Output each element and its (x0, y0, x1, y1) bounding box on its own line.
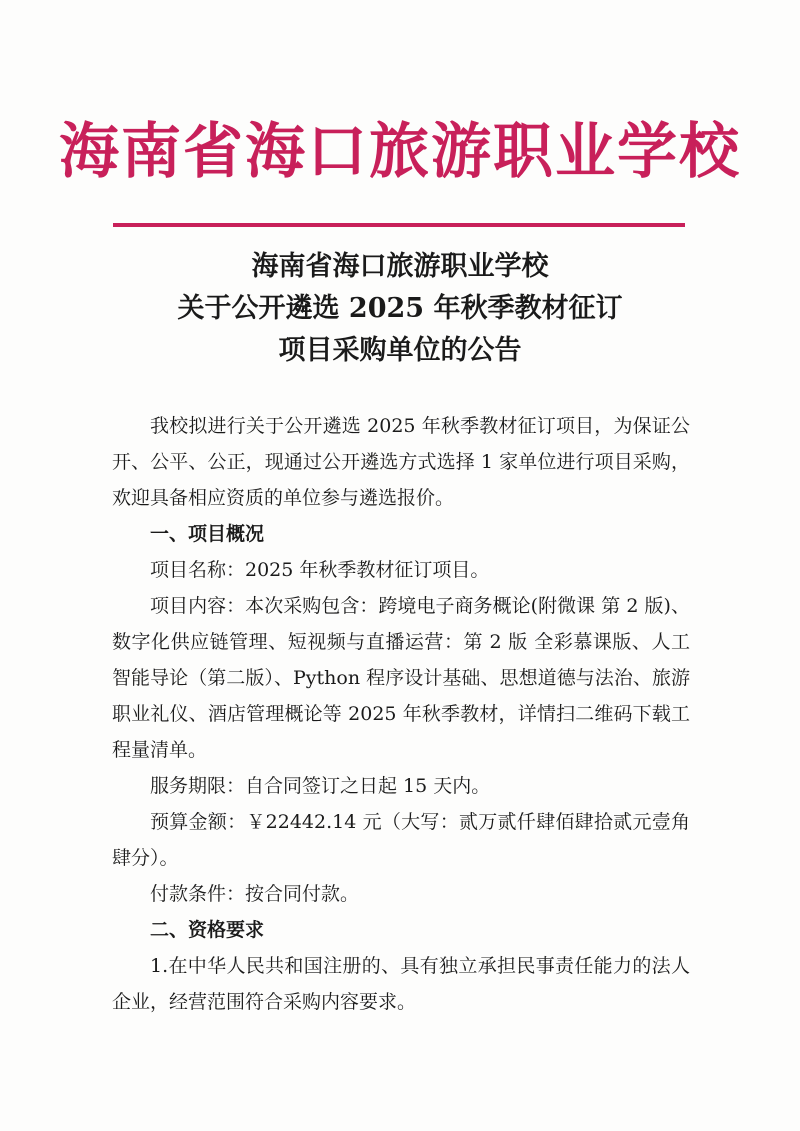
service-period-paragraph: 服务期限：自合同签订之日起 15 天内。 (150, 775, 491, 797)
project-content-paragraph: 项目内容：本次采购包含：跨境电子商务概论(附微课 第 2 版)、数字化供应链管理、短视频与直播运营：第 2 版 全彩慕课版、人工智能导论（第二版）、Python 程序设计基础、思想道德与法治、旅游职业礼仪、酒店管理概论等 2025 年秋季教材，详情扫二维码下载工程量清单。 (112, 595, 690, 761)
budget-paragraph: 预算金额：￥22442.14 元（大写：贰万贰仟肆佰肆拾贰元壹角肆分）。 (112, 811, 690, 869)
title-line-2: 关于公开遴选 2025 年秋季教材征订 (177, 293, 623, 324)
document-title (0, 246, 800, 372)
document-body (112, 408, 690, 1020)
letterhead-divider (113, 223, 685, 227)
intro-paragraph: 我校拟进行关于公开遴选 2025 年秋季教材征订项目，为保证公开、公平、公正，现通过公开遴选方式选择 1 家单位进行项目采购，欢迎具备相应资质的单位参与遴选报价。 (112, 415, 690, 509)
school-letterhead: 海南省海口旅游职业学校 (59, 117, 741, 187)
section-heading-qualifications: 二、资格要求 (150, 919, 265, 941)
payment-terms-paragraph: 付款条件：按合同付款。 (150, 883, 360, 905)
title-line-1: 海南省海口旅游职业学校 (251, 251, 549, 282)
title-line-3: 项目采购单位的公告 (278, 335, 522, 366)
qualification-item-1: 1.在中华人民共和国注册的、具有独立承担民事责任能力的法人企业，经营范围符合采购内容要求。 (112, 955, 690, 1013)
project-name-paragraph: 项目名称：2025 年秋季教材征订项目。 (150, 559, 490, 581)
section-heading-overview: 一、项目概况 (150, 523, 265, 545)
